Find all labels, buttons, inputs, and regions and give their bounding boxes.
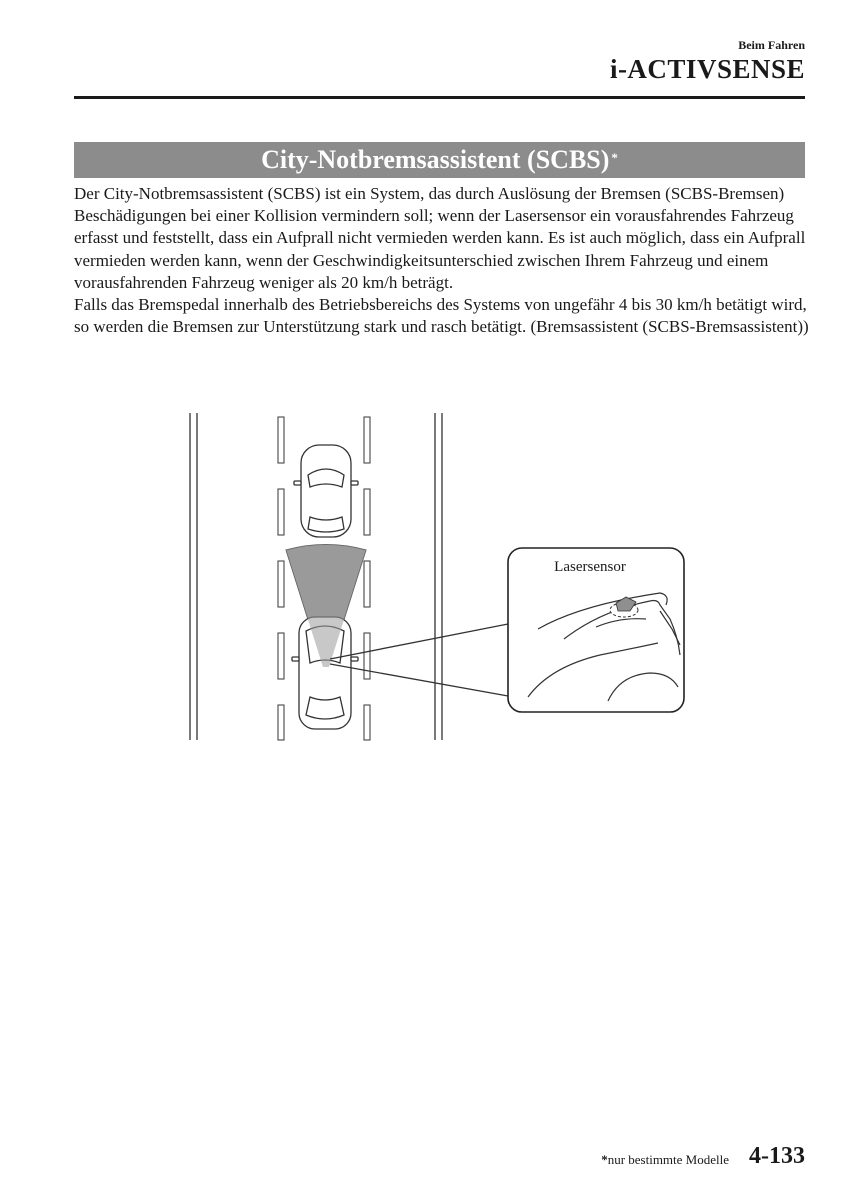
page-number: 4-133 [749,1143,805,1169]
footnote [601,1152,729,1168]
footnote-text: nur bestimmte Modelle [607,1152,729,1167]
header-divider [74,96,805,99]
illustration-svg [180,405,700,745]
model-marker: * [611,150,618,165]
scbs-illustration [180,405,700,750]
paragraph-description: Der City-Notbremsassistent (SCBS) ist ein System, das durch Auslösung der Bremsen (SCBS-Bremsen) Beschädigungen bei einer Kollision vermindern soll; wenn der Lasersensor ein vorausfahrendes Fahrzeug erfasst und feststellt, dass ein Aufprall nicht vermieden werden kann. Es ist auch möglich, dass ein Aufprall vermieden werden kann, wenn der Geschwindigkeitsunterschied zwischen Ihrem Fahrzeug und einem vorausfahrenden Fahrzeug weniger als 20 km/h beträgt. [74,184,806,292]
footnote-marker: * [601,1152,608,1167]
preceding-car-icon [294,445,358,537]
body-text [74,183,809,338]
callout-label: Lasersensor [554,559,626,575]
section-heading [74,142,805,178]
chapter-label: Beim Fahren [738,38,805,52]
paragraph-brake-assist: Falls das Bremspedal innerhalb des Betriebsbereichs des Systems von ungefähr 4 bis 30 km/h betätigt wird, so werden die Bremsen zur Unterstützung stark und rasch betätigt. (Bremsassistent (SCBS-Bremsassistent)) [74,295,809,337]
page-title: i-ACTIVSENSE [609,54,805,84]
section-heading-text: City-Notbremsassistent (SCBS) [261,145,610,174]
